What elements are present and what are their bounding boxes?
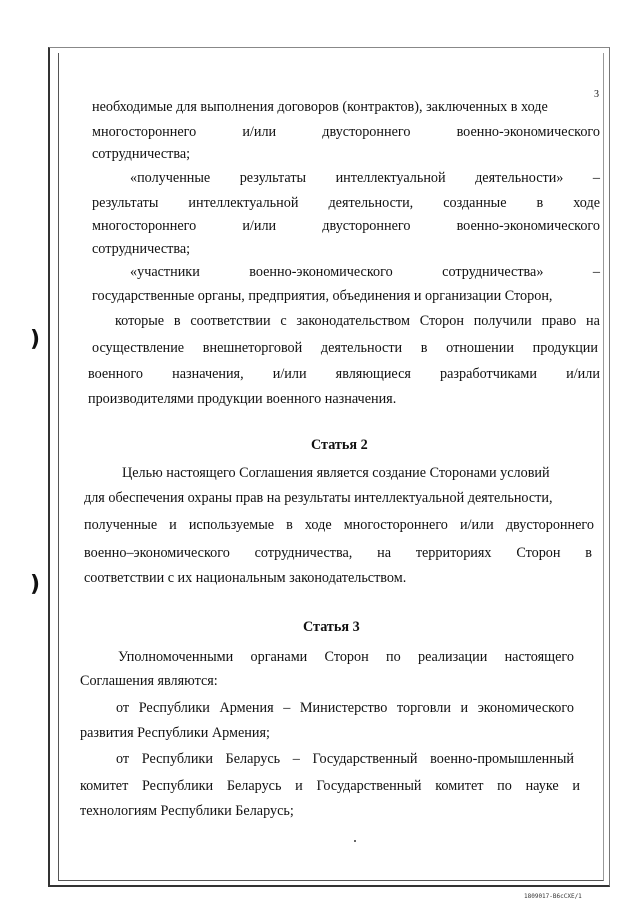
word: Сторон <box>324 649 369 665</box>
word: торговли <box>396 700 451 716</box>
word: и <box>169 517 177 533</box>
word: Государственный <box>312 751 418 767</box>
text-line <box>92 124 600 140</box>
word: Уполномоченными <box>118 649 234 665</box>
word: военно–экономического <box>84 545 230 561</box>
word: комитет <box>435 778 484 794</box>
word: интеллектуальной <box>335 170 446 186</box>
text-line <box>92 195 600 211</box>
text-line <box>130 264 600 280</box>
word: деятельности» <box>475 170 564 186</box>
word: Республики <box>141 751 213 767</box>
text-line: развития Республики Армения; <box>80 725 270 741</box>
word: по <box>497 778 512 794</box>
margin-mark: ) <box>30 572 41 597</box>
word: отношении <box>446 340 514 356</box>
word: Республики <box>138 700 210 716</box>
word: осуществление <box>92 340 185 356</box>
text-line <box>92 340 598 356</box>
text-line: необходимые для выполнения договоров (контрактов), заключенных в ходе <box>92 99 548 115</box>
article-2-heading: Статья 2 <box>311 437 368 453</box>
word: ходе <box>573 195 600 211</box>
word: и/или <box>242 124 277 140</box>
word: созданные <box>443 195 507 211</box>
text-line: Целью настоящего Соглашения является создание Сторонами условий <box>122 465 550 481</box>
word: – <box>292 751 300 767</box>
word: многостороннего <box>343 517 448 533</box>
text-line <box>88 366 600 382</box>
word: в <box>536 195 544 211</box>
margin-mark: ) <box>30 327 41 352</box>
word: многостороннего <box>92 124 197 140</box>
word: законодательством <box>296 313 410 329</box>
word: и <box>460 700 469 716</box>
word: результаты <box>92 195 159 211</box>
word: интеллектуальной <box>188 195 299 211</box>
word: разработчиками <box>440 366 538 382</box>
word: получили <box>473 313 532 329</box>
word: – <box>592 170 600 186</box>
text-line: сотрудничества; <box>92 146 191 162</box>
text-line <box>84 517 594 533</box>
text-line <box>118 649 574 665</box>
word: территориях <box>415 545 492 561</box>
text-line: соответствии с их национальным законодательством. <box>84 570 407 586</box>
word: Беларусь <box>226 778 282 794</box>
word: науке <box>525 778 559 794</box>
word: являющиеся <box>335 366 411 382</box>
word: экономического <box>477 700 574 716</box>
word: настоящего <box>504 649 574 665</box>
word: деятельности <box>320 340 403 356</box>
word: двустороннего <box>322 124 411 140</box>
text-line: для обеспечения охраны прав на результаты интеллектуальной деятельности, <box>84 490 553 506</box>
word: комитет <box>80 778 129 794</box>
text-line: технологиям Республики Беларусь; <box>80 803 294 819</box>
footer-code: 1809017-B6сСХЕ/1 <box>524 893 582 900</box>
word: полученные <box>84 517 158 533</box>
word: «полученные <box>130 170 211 186</box>
word: и/или <box>242 218 277 234</box>
text-line <box>116 751 574 767</box>
word: продукции <box>532 340 598 356</box>
word: – <box>283 700 291 716</box>
word: от <box>116 751 130 767</box>
article-3-heading: Статья 3 <box>303 619 360 635</box>
word: от <box>116 700 130 716</box>
word: в <box>585 545 592 561</box>
word: соответствии <box>190 313 271 329</box>
word: и/или <box>272 366 307 382</box>
word: на <box>377 545 392 561</box>
word: в <box>420 340 428 356</box>
word: которые <box>115 313 165 329</box>
word: сотрудничества, <box>254 545 353 561</box>
text-line <box>80 778 580 794</box>
text-line <box>84 545 592 561</box>
word: Государственный <box>316 778 422 794</box>
scan-speck <box>354 840 356 842</box>
text-line <box>116 700 574 716</box>
word: органами <box>250 649 308 665</box>
word: и/или <box>566 366 600 382</box>
word: Армения <box>219 700 274 716</box>
word: используемые <box>188 517 275 533</box>
word: Беларусь <box>225 751 281 767</box>
word: по <box>386 649 401 665</box>
word: Сторон <box>419 313 464 329</box>
word: Республики <box>141 778 214 794</box>
word: двустороннего <box>322 218 411 234</box>
word: в <box>173 313 181 329</box>
word: право <box>541 313 577 329</box>
text-line: государственные органы, предприятия, объединения и организации Сторон, <box>92 288 553 304</box>
text-line: производителями продукции военного назначения. <box>88 391 397 407</box>
word: деятельности, <box>328 195 414 211</box>
word: назначения, <box>172 366 244 382</box>
text-line <box>130 170 600 186</box>
word: реализации <box>417 649 488 665</box>
text-line: Соглашения являются: <box>80 673 218 689</box>
word: военного <box>88 366 144 382</box>
word: Министерство <box>299 700 388 716</box>
page-number: 3 <box>594 89 599 100</box>
word: «участники <box>130 264 200 280</box>
word: и/или <box>459 517 494 533</box>
word: с <box>280 313 287 329</box>
text-line <box>92 218 600 234</box>
word: многостороннего <box>92 218 197 234</box>
word: военно-промышленный <box>430 751 574 767</box>
word: сотрудничества» <box>442 264 544 280</box>
word: ходе <box>304 517 332 533</box>
word: – <box>592 264 600 280</box>
text-line <box>115 313 600 329</box>
word: и <box>572 778 580 794</box>
text-line: сотрудничества; <box>92 241 191 257</box>
word: на <box>586 313 600 329</box>
word: двустороннего <box>505 517 594 533</box>
word: в <box>286 517 293 533</box>
word: внешнеторговой <box>202 340 303 356</box>
word: Сторон <box>516 545 561 561</box>
word: и <box>295 778 303 794</box>
word: результаты <box>239 170 307 186</box>
word: военно-экономического <box>456 124 600 140</box>
word: военно-экономического <box>249 264 393 280</box>
word: военно-экономического <box>456 218 600 234</box>
